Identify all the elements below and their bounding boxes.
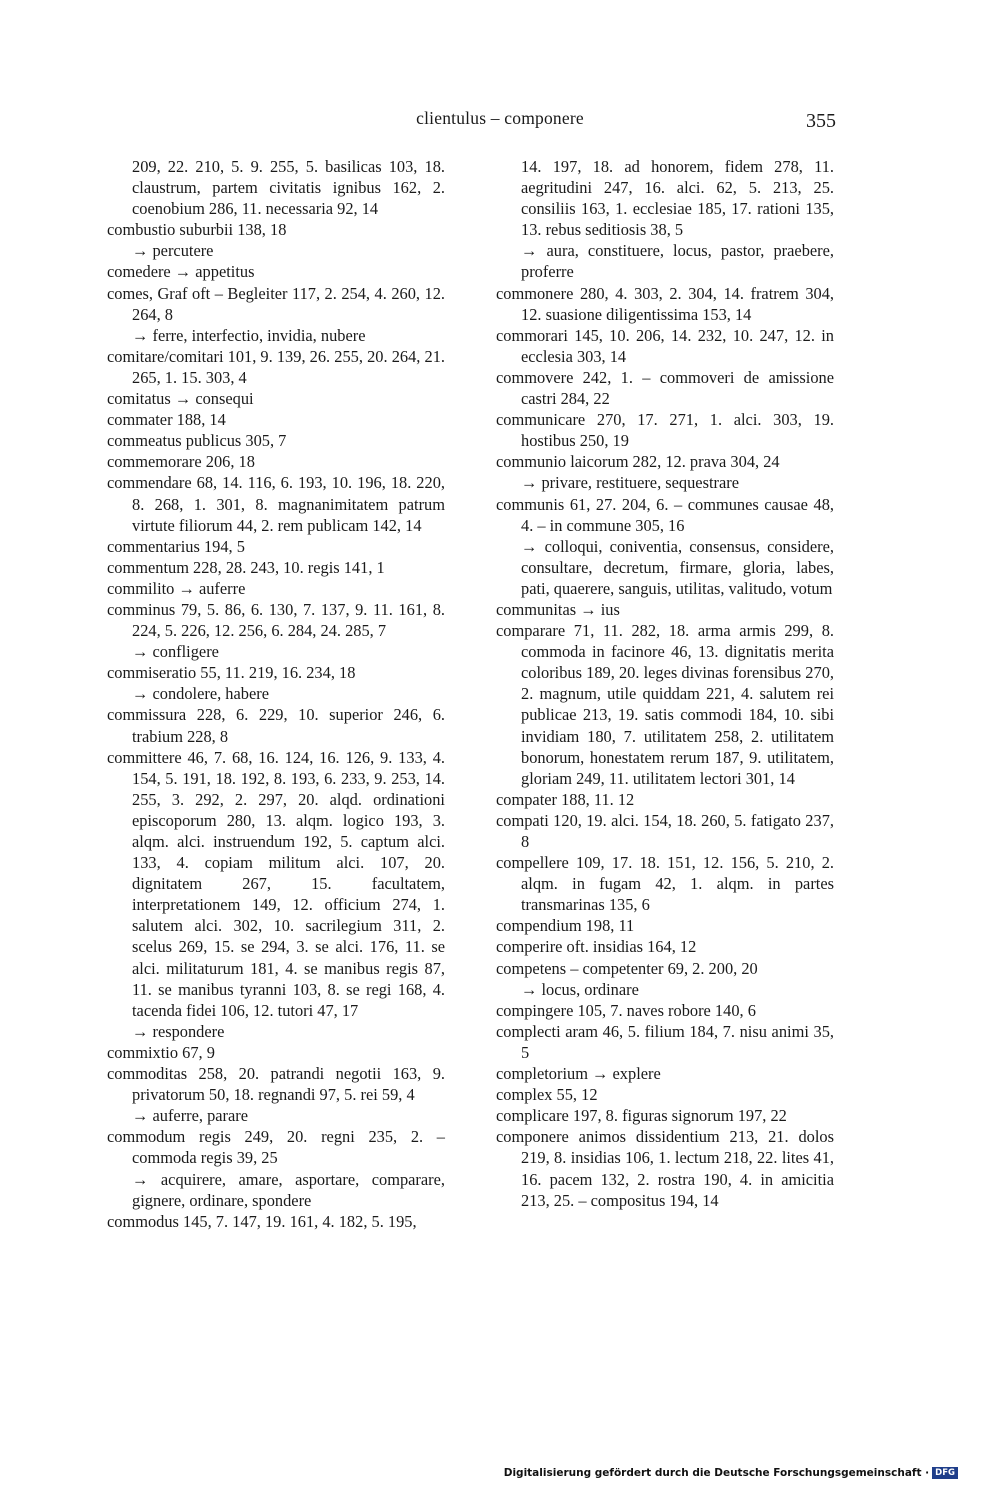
index-entry: 14. 197, 18. ad honorem, fidem 278, 11. aegritudini 247, 16. alci. 62, 5. 213, 25. consiliis 163, 1. ecclesiae 185, 17. rationi 135, 13. rebus seditiosis 38, 5 xyxy=(521,157,834,240)
index-entry: comedere → appetitus xyxy=(107,262,255,282)
index-entry: commodum regis 249, 20. regni 235, 2. – commoda regis 39, 25 xyxy=(107,1127,445,1168)
footer-text: Digitalisierung gefördert durch die Deutsche Forschungsgemeinschaft · xyxy=(503,1467,930,1479)
page-number: 355 xyxy=(806,110,836,132)
index-entry: communis 61, 27. 204, 6. – communes causae 48, 4. – in commune 305, 16 xyxy=(496,494,834,535)
index-entry: communio laicorum 282, 12. prava 304, 24 xyxy=(496,452,780,472)
index-entry: commilito → auferre xyxy=(107,578,246,598)
index-entry: compingere 105, 7. naves robore 140, 6 xyxy=(496,1000,756,1020)
index-entry: componere animos dissidentium 213, 21. dolos 219, 8. insidias 106, 1. lectum 218, 22. lites 41, 16. pacem 132, 2. rostra 190, 4. in amicitia 213, 25. – compositus 194, 14 xyxy=(496,1127,834,1210)
index-entry: commoditas 258, 20. patrandi negotii 163, 9. privatorum 50, 18. regnandi 97, 5. rei 59, 4 xyxy=(107,1064,445,1105)
index-entry: competens – competenter 69, 2. 200, 20 xyxy=(496,958,758,978)
index-entry: communicare 270, 17. 271, 1. alci. 303, 19. hostibus 250, 19 xyxy=(496,410,834,451)
index-entry: commeatus publicus 305, 7 xyxy=(107,431,287,451)
index-entry: → percutere xyxy=(132,241,214,261)
index-entry: compellere 109, 17. 18. 151, 12. 156, 5. 210, 2. alqm. in fugam 42, 1. alqm. in partes transmarinas 135, 6 xyxy=(496,853,834,915)
index-entry: complecti aram 46, 5. filium 184, 7. nisu animi 35, 5 xyxy=(496,1021,834,1062)
index-entry: combustio suburbii 138, 18 xyxy=(107,220,287,240)
index-entry: completorium → explere xyxy=(496,1064,661,1084)
index-entry: complex 55, 12 xyxy=(496,1085,598,1105)
index-entry: commemorare 206, 18 xyxy=(107,452,255,472)
index-entry: → ferre, interfectio, invidia, nubere xyxy=(132,325,366,345)
index-entry: → colloqui, coniventia, consensus, considere, consultare, decretum, firmare, gloria, labes, pati, quaerere, sanguis, utilitas, valitudo, votum xyxy=(521,536,834,598)
index-entry: compater 188, 11. 12 xyxy=(496,789,635,809)
index-entry: complicare 197, 8. figuras signorum 197, 22 xyxy=(496,1106,787,1126)
index-entry: → confligere xyxy=(132,642,219,662)
footer-credit xyxy=(504,1467,958,1479)
index-entry: → aura, constituere, locus, pastor, praebere, proferre xyxy=(521,241,834,282)
running-header: clientulus – componere xyxy=(416,108,584,128)
index-entry: → respondere xyxy=(132,1021,225,1041)
index-entry: commendare 68, 14. 116, 6. 193, 10. 196, 18. 220, 8. 268, 1. 301, 8. magnanimitatem patrum virtute filiorum 44, 2. rem publicam 142, 14 xyxy=(107,473,445,535)
index-entry: → privare, restituere, sequestrare xyxy=(521,473,739,493)
index-column-right xyxy=(496,156,834,1211)
index-entry: → acquirere, amare, asportare, comparare, gignere, ordinare, spondere xyxy=(132,1169,445,1210)
index-entry: commixtio 67, 9 xyxy=(107,1042,215,1062)
index-entry: commovere 242, 1. – commoveri de amissione castri 284, 22 xyxy=(496,367,834,409)
index-entry: comminus 79, 5. 86, 6. 130, 7. 137, 9. 11. 161, 8. 224, 5. 226, 12. 256, 6. 284, 24. 285, 7 xyxy=(107,599,445,641)
index-entry: committere 46, 7. 68, 16. 124, 16. 126, 9. 133, 4. 154, 5. 191, 18. 192, 8. 193, 6. 233, 9. 253, 14. 255, 3. 292, 2. 297, 20. alqd. ordinationi episcoporum 280, 13. alqm. logico 193, 3. alqm. alci. instruendum 192, 5. captum alci. 133, 4. copiam militum alci. 107, 20. dignitatem 267, 15. facultatem, interpretationem 149, 12. officium 274, 1. salutem alci. 302, 10. sacrilegium 311, 2. scelus 269, 15. se 294, 3. se alci. 176, 11. se alci. militaturum 181, 4. se manibus regis 87, 11. se manibus tyranni 103, 8. se regi 168, 4. tacenda fidei 106, 12. tutori 47, 17 xyxy=(107,747,445,1020)
index-entry: compati 120, 19. alci. 154, 18. 260, 5. fatigato 237, 8 xyxy=(496,810,834,851)
index-entry: commater 188, 14 xyxy=(107,410,226,430)
index-entry: commentarius 194, 5 xyxy=(107,536,245,556)
index-entry: commorari 145, 10. 206, 14. 232, 10. 247, 12. in ecclesia 303, 14 xyxy=(496,325,834,366)
index-entry: → condolere, habere xyxy=(132,684,269,704)
index-entry: → auferre, parare xyxy=(132,1106,249,1126)
index-entry: 209, 22. 210, 5. 9. 255, 5. basilicas 103, 18. claustrum, partem civitatis ignibus 162, 2. coenobium 286, 11. necessaria 92, 14 xyxy=(132,157,445,219)
index-entry: comes, Graf oft – Begleiter 117, 2. 254, 4. 260, 12. 264, 8 xyxy=(107,283,445,324)
index-entry: comitatus → consequi xyxy=(107,389,254,409)
index-entry: commissura 228, 6. 229, 10. superior 246, 6. trabium 228, 8 xyxy=(107,705,445,746)
index-entry: comparare 71, 11. 282, 18. arma armis 299, 8. commoda in facinore 46, 13. dignitatis merita coloribus 189, 20. leges divinas forensibus 270, 2. magnum, utile quiddam 221, 4. salutem rei publicae 213, 19. satis commodi 184, 10. sibi invidiam 180, 7. utilitatem 258, 2. utilitatem bonorum, honestatem rerum 187, 9. utilitatem, gloriam 249, 11. utilitatem lectori 301, 14 xyxy=(496,621,834,788)
dfg-logo: DFG xyxy=(932,1467,958,1479)
index-entry: compendium 198, 11 xyxy=(496,916,635,936)
index-entry: commentum 228, 28. 243, 10. regis 141, 1 xyxy=(107,557,385,577)
index-entry: commonere 280, 4. 303, 2. 304, 14. fratrem 304, 12. suasione diligentissima 153, 14 xyxy=(496,283,834,324)
index-entry: communitas → ius xyxy=(496,599,620,619)
index-entry: commiseratio 55, 11. 219, 16. 234, 18 xyxy=(107,663,356,683)
index-entry: commodus 145, 7. 147, 19. 161, 4. 182, 5. 195, xyxy=(107,1211,417,1231)
index-entry: → locus, ordinare xyxy=(521,979,639,999)
index-entry: comperire oft. insidias 164, 12 xyxy=(496,937,697,957)
index-entry: comitare/comitari 101, 9. 139, 26. 255, 20. 264, 21. 265, 1. 15. 303, 4 xyxy=(107,346,445,387)
index-column-left xyxy=(107,156,445,1232)
